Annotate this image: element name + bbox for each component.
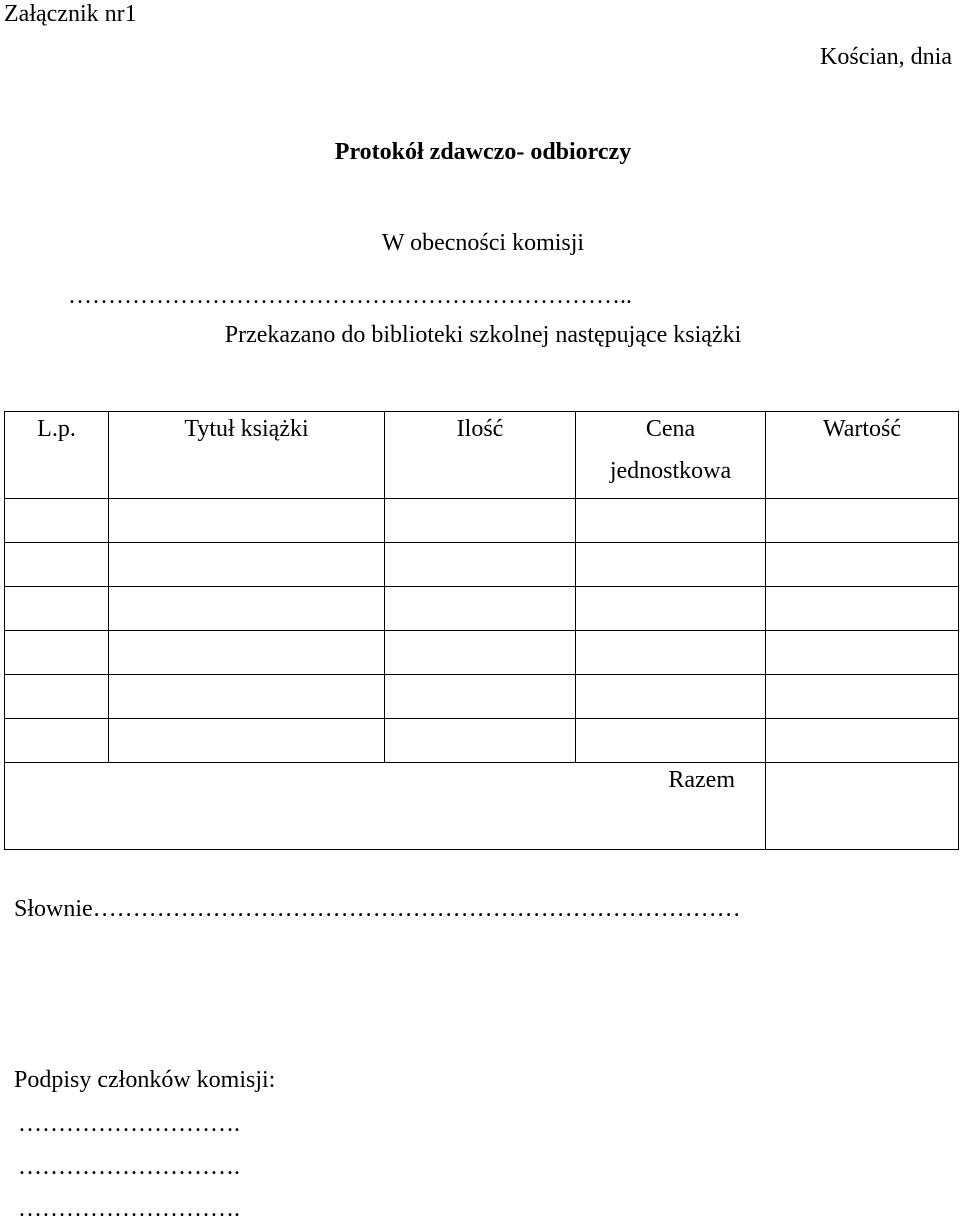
document-title: Protokół zdawczo- odbiorczy — [334, 139, 632, 165]
table-cell — [109, 543, 385, 587]
table-cell — [766, 631, 959, 675]
table-cell — [576, 543, 766, 587]
commission-dots-line: …………………………………………………………….. — [68, 283, 632, 309]
table-cell — [766, 499, 959, 543]
table-cell — [109, 587, 385, 631]
header-price-line2: jednostkowa — [609, 458, 732, 484]
total-label: Razem — [668, 767, 735, 793]
table-row — [5, 543, 959, 587]
table-cell — [766, 543, 959, 587]
table-cell — [5, 675, 109, 719]
table-cell — [766, 675, 959, 719]
table-cell — [5, 499, 109, 543]
table-cell — [385, 719, 576, 763]
table-cell — [109, 719, 385, 763]
table-cell — [109, 675, 385, 719]
attachment-label: Załącznik nr1 — [4, 1, 137, 27]
table-total-row — [5, 763, 959, 850]
table-cell — [385, 543, 576, 587]
table-row — [5, 499, 959, 543]
table-cell — [385, 587, 576, 631]
signature-line: ………………………. — [18, 1154, 240, 1180]
table-cell — [576, 499, 766, 543]
words-line: Słownie……………………………………………………………………… — [14, 896, 741, 922]
table-row — [5, 719, 959, 763]
table-cell — [766, 587, 959, 631]
table-cell — [109, 631, 385, 675]
table-cell — [385, 499, 576, 543]
table-header-row — [5, 412, 959, 499]
table-cell — [576, 719, 766, 763]
transfer-text: Przekazano do biblioteki szkolnej następujące książki — [224, 322, 742, 348]
header-value: Wartość — [766, 412, 959, 499]
table-cell — [5, 719, 109, 763]
total-label-cell — [5, 763, 766, 850]
header-title: Tytuł książki — [109, 412, 385, 499]
header-unit-price — [576, 412, 766, 499]
table-cell — [766, 719, 959, 763]
commission-text: W obecności komisji — [381, 230, 585, 256]
signature-line: ………………………. — [18, 1111, 240, 1137]
table-cell — [576, 631, 766, 675]
table-cell — [5, 587, 109, 631]
signatures-label: Podpisy członków komisji: — [14, 1067, 276, 1093]
table-row — [5, 675, 959, 719]
table-cell — [5, 631, 109, 675]
table-cell — [385, 675, 576, 719]
books-table — [4, 411, 959, 850]
table-row — [5, 587, 959, 631]
table-cell — [5, 543, 109, 587]
header-quantity: Ilość — [385, 412, 576, 499]
city-date: Kościan, dnia — [820, 44, 952, 70]
table-cell — [576, 587, 766, 631]
total-value-cell — [766, 763, 959, 850]
signature-line: ………………………. — [18, 1196, 240, 1222]
header-price-line1: Cena — [645, 416, 696, 442]
table-cell — [109, 499, 385, 543]
header-lp: L.p. — [5, 412, 109, 499]
table-cell — [385, 631, 576, 675]
table-row — [5, 631, 959, 675]
table-cell — [576, 675, 766, 719]
